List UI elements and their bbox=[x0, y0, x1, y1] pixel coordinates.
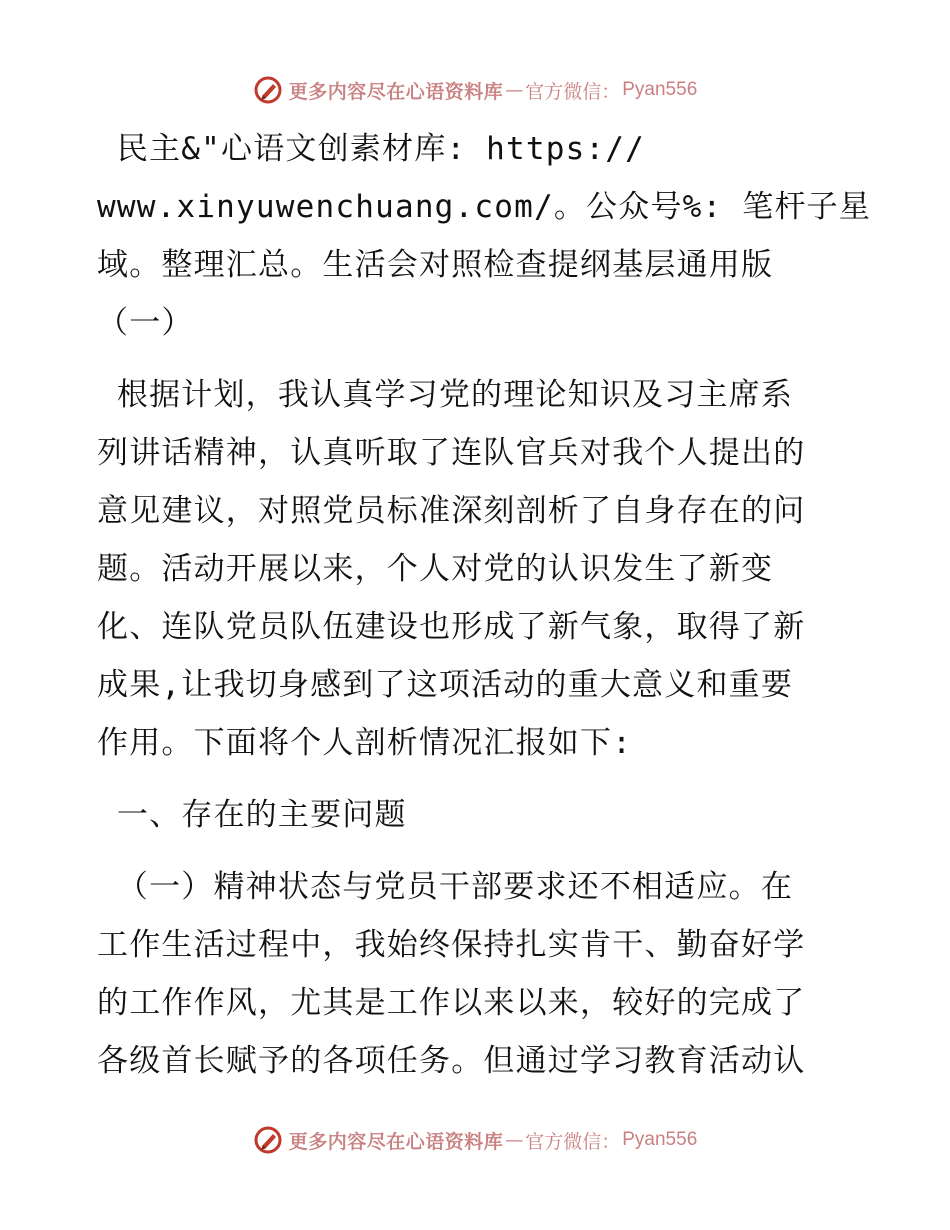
spacer bbox=[97, 352, 857, 366]
paragraph-line: 各级首长赋予的各项任务。但通过学习教育活动认 bbox=[97, 1043, 806, 1079]
intro-line: 民主&"心语文创素材库: https:// bbox=[97, 131, 646, 167]
paragraph-line: 作用。下面将个人剖析情况汇报如下: bbox=[97, 725, 633, 761]
pen-logo-icon bbox=[253, 1125, 283, 1155]
banner-text: 更多内容尽在心语资料库 bbox=[288, 1130, 504, 1153]
pen-logo-icon bbox=[253, 75, 283, 105]
spacer bbox=[97, 844, 857, 858]
section-heading: 一、存在的主要问题 bbox=[97, 797, 407, 833]
banner-handle: Pyan556 bbox=[622, 1129, 698, 1150]
paragraph-line: 工作生活过程中，我始终保持扎实肯干、勤奋好学 bbox=[97, 927, 806, 963]
banner-text: 更多内容尽在心语资料库 bbox=[288, 80, 504, 103]
paragraph-line: 列讲话精神，认真听取了连队官兵对我个人提出的 bbox=[97, 435, 806, 471]
paragraph-line: 意见建议，对照党员标准深刻剖析了自身存在的问 bbox=[97, 493, 806, 529]
intro-line: （一） bbox=[97, 305, 194, 341]
paragraph-line: 根据计划，我认真学习党的理论知识及习主席系 bbox=[97, 377, 794, 413]
header-watermark-banner bbox=[0, 70, 950, 110]
paragraph-line: 题。活动开展以来，个人对党的认识发生了新变 bbox=[97, 551, 774, 587]
banner-official-label: 官方微信： bbox=[525, 80, 621, 103]
paragraph-line: （一）精神状态与党员干部要求还不相适应。在 bbox=[97, 869, 794, 905]
footer-watermark-banner bbox=[0, 1120, 950, 1160]
banner-dash: — bbox=[505, 1129, 524, 1151]
intro-line: 域。整理汇总。生活会对照检查提纲基层通用版 bbox=[97, 247, 774, 283]
paragraph-line: 成果,让我切身感到了这项活动的重大意义和重要 bbox=[97, 667, 794, 703]
banner-dash: — bbox=[505, 79, 524, 101]
banner-handle: Pyan556 bbox=[622, 79, 698, 100]
banner-official-label: 官方微信： bbox=[525, 1130, 621, 1153]
document-body bbox=[97, 120, 872, 1090]
paragraph-line: 化、连队党员队伍建设也形成了新气象，取得了新 bbox=[97, 609, 806, 645]
intro-line: www.xinyuwenchuang.com/。公众号%: 笔杆子星 bbox=[97, 189, 872, 225]
spacer bbox=[97, 772, 857, 786]
paragraph-line: 的工作作风，尤其是工作以来以来，较好的完成了 bbox=[97, 985, 806, 1021]
